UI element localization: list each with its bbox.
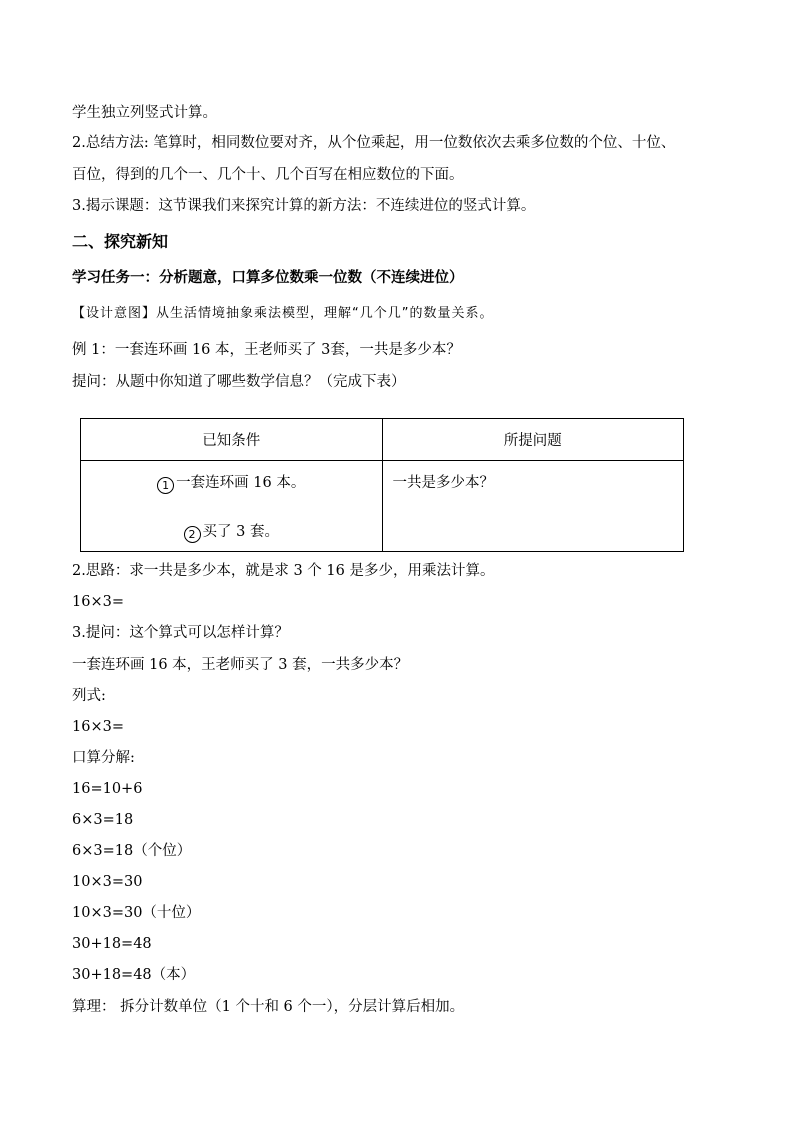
known-conditions-cell	[81, 461, 383, 552]
text-line: 学生独立列竖式计算。	[72, 105, 217, 121]
design-intent: 【设计意图】从生活情境抽象乘法模型，理解“几个几”的数量关系。	[72, 306, 494, 321]
text-line: 2.总结方法: 笔算时，相同数位要对齐，从个位乘起，用一位数依次去乘多位数的个位、十位、	[72, 135, 676, 151]
text-line: 一套连环画 16 本，王老师买了 3 套，一共多少本？	[72, 657, 409, 673]
text-line: 3.提问：这个算式可以怎样计算？	[72, 625, 289, 641]
formula-line: 30+18=48	[72, 936, 152, 952]
formula-line: 16×3=	[72, 594, 124, 610]
text-line: 2.思路：求一共是多少本，就是求 3 个 16 是多少，用乘法计算。	[72, 563, 495, 579]
section-heading: 二、探究新知	[72, 232, 169, 251]
header-known: 已知条件	[81, 419, 383, 461]
text-line: 列式:	[72, 688, 106, 704]
info-table	[80, 418, 684, 552]
text-line: 3.揭示课题：这节课我们来探究计算的新方法：不连续进位的竖式计算。	[72, 198, 536, 214]
text-line: 口算分解:	[72, 750, 135, 766]
question-line: 提问：从题中你知道了哪些数学信息？（完成下表）	[72, 374, 406, 390]
formula-line: 30+18=48（本）	[72, 967, 196, 983]
known-condition-2: 2 买了 3 套。	[81, 522, 382, 543]
asked-question-cell	[382, 461, 684, 552]
formula-line: 6×3=18（个位）	[72, 843, 192, 859]
text-line: 百位，得到的几个一、几个十、几个百写在相应数位的下面。	[72, 167, 464, 183]
formula-line: 16×3=	[72, 719, 124, 735]
formula-line: 10×3=30（十位）	[72, 905, 201, 921]
formula-line: 10×3=30	[72, 874, 143, 890]
asked-question: 一共是多少本？	[392, 475, 494, 491]
formula-line: 6×3=18	[72, 812, 134, 828]
example-line: 例 1：一套连环画 16 本，王老师买了 3套，一共是多少本？	[72, 342, 461, 358]
text-line: 算理： 拆分计数单位（1 个十和 6 个一），分层计算后相加。	[72, 999, 465, 1015]
circled-number-2: 2	[184, 526, 201, 543]
task-heading: 学习任务一：分析题意，口算多位数乘一位数（不连续进位）	[72, 269, 464, 286]
known-condition-1: 1 一套连环画 16 本。	[81, 473, 382, 494]
formula-line: 16=10+6	[72, 781, 143, 797]
circled-number-1: 1	[157, 477, 174, 494]
header-asked: 所提问题	[382, 419, 684, 461]
